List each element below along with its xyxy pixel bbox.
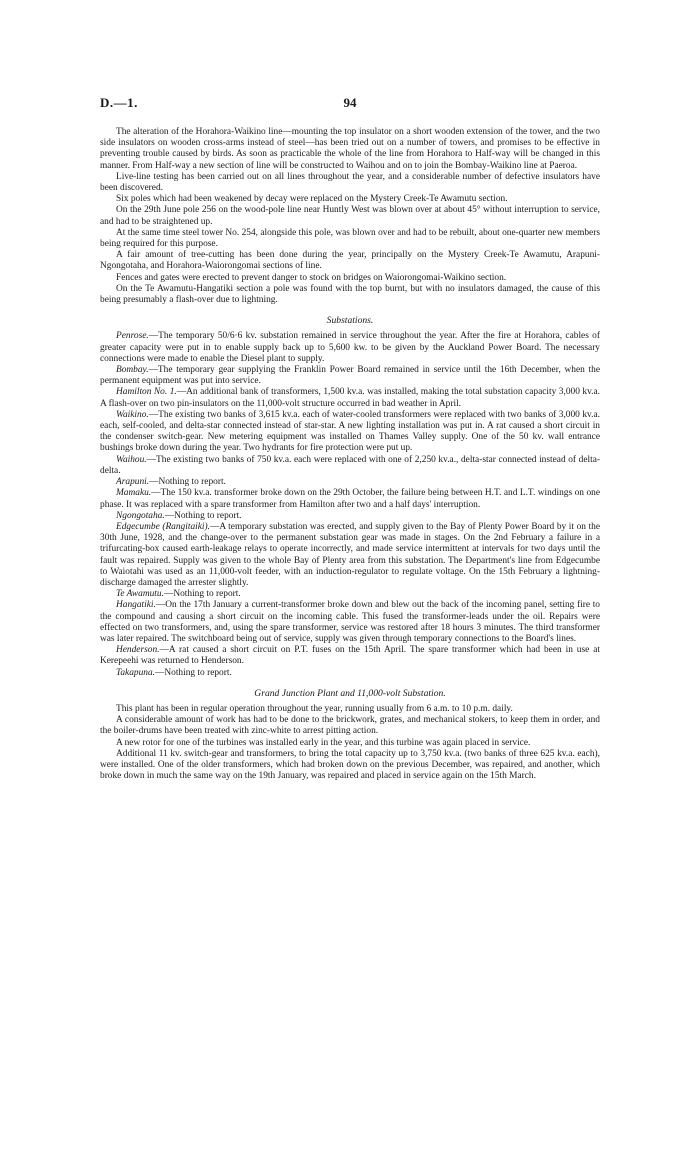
section-heading-substations: Substations. [326, 315, 374, 327]
substation-text: —Nothing to report. [149, 477, 226, 488]
paragraph: Additional 11 kv. switch-gear and transformers, to bring the total capacity up to 3,750 kv.a. (two banks of three 625 kv.a. each), were installed. One of the older transformers, which had broken down on the previous December, was repaired, and another, which broke down in much the same way on the 19th January, was repaired and placed in service again on the 15th March. [100, 748, 600, 782]
paragraph: Live-line testing has been carried out on all lines throughout the year, and a considerable number of defective insulators have been discovered. [100, 171, 600, 194]
substation-name: Waikino. [116, 409, 149, 420]
substation-text: —Nothing to report. [154, 667, 232, 678]
substation-entry [100, 455, 600, 477]
paragraph: A considerable amount of work has had to be done to the brickwork, grates, and mechanical stokers, to keep them in order, and the boiler-drums have been treated with zinc-white to arrest pitting action. [100, 715, 600, 737]
paragraph: A fair amount of tree-cutting has been done during the year, principally on the Mystery Creek-Te Awamutu, Arapuni-Ngongotaha, and Horahora-Waiorongomai sections of line. [100, 250, 600, 272]
paragraph: This plant has been in regular operation throughout the year, running usually from 6 a.m. to 10 p.m. daily. [116, 703, 513, 714]
substation-entry [100, 477, 600, 488]
paragraph: At the same time steel tower No. 254, alongside this pole, was blown over and had to be rebuilt, about one-quarter new members being required for this purpose. [100, 227, 600, 250]
paragraph: On the Te Awamutu-Hangatiki section a pole was found with the top burnt, but with no insulators damaged, the cause of this being presumably a flash-over due to lightning. [100, 283, 600, 306]
substation-entry [100, 589, 600, 600]
substation-name: Bombay. [116, 365, 149, 376]
paragraph: On the 29th June pole 256 on the wood-pole line near Huntly West was blown over at about 45° without interruption to service, and had to be straightened up. [100, 205, 600, 227]
paragraph: Fences and gates were erected to prevent danger to stock on bridges on Waiorongomai-Waikino section. [116, 272, 507, 283]
paragraph: A new rotor for one of the turbines was installed early in the year, and this turbine was again placed in service. [116, 737, 531, 748]
substation-name: Hamilton No. 1. [116, 387, 177, 398]
substation-name: Mamaku. [116, 488, 152, 499]
substation-entry [100, 488, 600, 510]
substation-entry [100, 511, 600, 522]
paragraph: The alteration of the Horahora-Waikino line—mounting the top insulator on a short wooden extension of the tower, and the two side insulators on wooden cross-arms instead of steel—has been tried out on a number of towers, and promises to be effective in preventing trouble caused by birds. As soon as practicable the whole of the line from Horahora to Half-way will be changed in this manner. From Half-way a new section of line will be constructed to Waihou and on to join the Bombay-Waikino line at Paeroa. [100, 127, 600, 171]
substation-text: —An additional bank of transformers, 1,500 kv.a. was installed, making the total substation capacity 3,000 kv.a. A flash-over on two pin-insulators on the 11,000-volt structure occurred in bad weather in April. [100, 387, 601, 409]
substation-name: Ngongotaha. [116, 510, 165, 521]
substation-name: Waihou. [116, 454, 147, 465]
substation-entry [100, 668, 600, 679]
substation-name: Arapuni. [116, 477, 150, 488]
substation-name: Penrose. [116, 331, 149, 342]
substation-text: —Nothing to report. [164, 510, 242, 521]
substation-text: —The temporary gear supplying the Franklin Power Board remained in service until the 16th December, when the permanent equipment was put into service. [100, 365, 600, 387]
substation-text: —A rat caused a short circuit on P.T. fuses on the 15th April. The spare transformer which had been in use at Kerepeehi was returned to Henderson. [100, 645, 600, 667]
substation-text: —The temporary 50/6·6 kv. substation remained in service throughout the year. After the fire at Horahora, cables of greater capacity were put in to enable supply back up to 5,600 kw. to be given by the Auckland Power Board. The necessary connections were made to enable the Diesel plant to supply. [100, 331, 600, 364]
substation-text: —On the 17th January a current-transformer broke down and blew out the back of the incoming panel, setting fire to the compound and causing a short circuit on the incoming cable. This fused the transformer-leads under the oil. Repairs were effected on two transformers, and, using the spare transformer, service was restored after 18 hours 3 minutes. The third transformer was later repaired. The switchboard being out of service, supply was given through temporary connections to the Board's lines. [100, 600, 600, 644]
substation-entry [100, 522, 600, 589]
substation-text: —Nothing to report. [163, 589, 241, 600]
substation-text: —The 150 kv.a. transformer broke down on the 29th October, the failure being between H.T. and L.T. windings on one phase. It was replaced with a spare transformer from Hamilton after two and a half days' interruption. [100, 488, 600, 510]
substation-text: —A temporary substation was erected, and supply given to the Bay of Plenty Power Board by it on the 30th June, 1928, and the change-over to the permanent substation gear was made in stages. On the 2nd February a failure in a trifurcating-box caused earth-leakage relays to operate incorrectly, and made service intermittent at intervals for two days until the fault was repaired. Supply was given to the whole Bay of Plenty area from this substation. The Department's line from Edgecumbe to Waiotahi was used as an 11,000-volt feeder, with an induction-regulator to regulate voltage. On the 15th February a lightning-discharge damaged the arrester slightly. [100, 521, 601, 588]
substation-name: Takapuna. [116, 667, 155, 678]
substation-entry [100, 331, 600, 365]
substation-name: Hangatiki. [116, 600, 156, 611]
document-reference: D.—1. [100, 95, 138, 110]
substation-text: —The existing two banks of 3,615 kv.a. each of water-cooled transformers were replaced with two banks of 3,000 kv.a. each, self-cooled, and delta-star connected instead of star-star. A new lighting installation was put in. A rat caused a short circuit in the condenser switch-gear. New metering equipment was installed on Thames Valley supply. One of the 50 kv. wall entrance bushings broke down during the year. Two hydrants for fire protection were put up. [100, 409, 600, 454]
substation-name: Te Awamutu. [116, 589, 164, 600]
document-body [100, 127, 600, 782]
substation-name: Henderson. [116, 645, 160, 656]
substation-text: —The existing two banks of 750 kv.a. each were replaced with one of 2,250 kv.a., delta-star connected instead of delta-delta. [100, 454, 600, 476]
substation-entry [100, 600, 600, 645]
section-heading-grand-junction: Grand Junction Plant and 11,000-volt Substation. [254, 687, 446, 699]
page-header [100, 95, 600, 111]
substation-name: Edgecumbe (Rangitaiki). [116, 521, 210, 532]
substation-entry [100, 365, 600, 387]
substation-entry [100, 410, 600, 455]
page-number: 94 [343, 95, 357, 110]
substation-entry [100, 387, 600, 409]
paragraph: Six poles which had been weakened by decay were replaced on the Mystery Creek-Te Awamutu section. [116, 194, 508, 205]
substation-entry [100, 645, 600, 667]
